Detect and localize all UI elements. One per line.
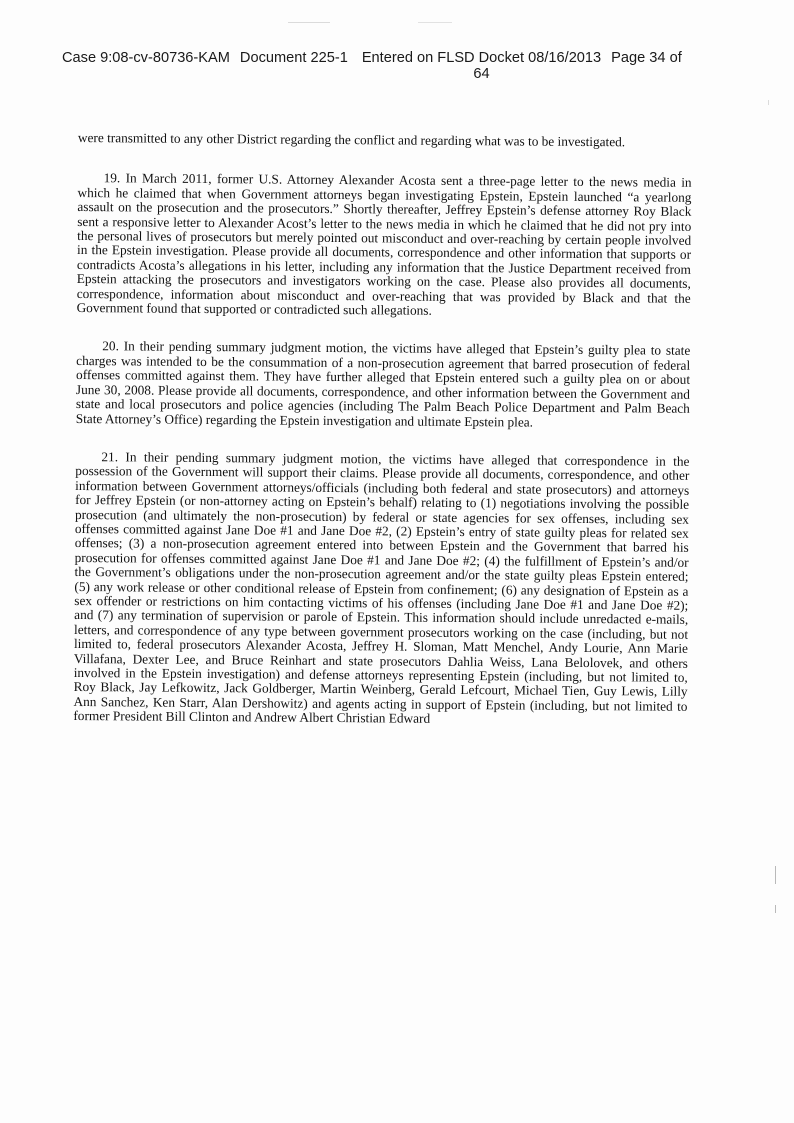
document-number: Document 225-1 [239, 50, 348, 66]
paragraph-continued: were transmitted to any other District regarding the conflict and regarding what was to be investigated. [77, 130, 626, 150]
scan-artifact [418, 22, 452, 23]
paragraph-20: 20. In their pending summary judgment motion, the victims have alleged that Epstein’s guilty plea to state charges was intended to be the consummation of a non-prosecution agreement that barred prosecution of federal offenses committed against them. They have further alleged that Epstein entered such a guilty plea on or about June 30, 2008. Please provide all documents, correspondence, and other information between the Government and state and local prosecutors and police agencies (including The Palm Beach Police Department and Palm Beach State Attorney’s Office) regarding the Epstein investigation and ultimate Epstein plea. [75, 338, 691, 430]
scan-artifact [775, 905, 776, 913]
docket-header [62, 50, 752, 82]
scan-artifact [768, 100, 769, 105]
case-number: Case 9:08-cv-80736-KAM [62, 50, 230, 66]
paragraph-21: 21. In their pending summary judgment motion, the victims have alleged that correspondence in the possession of the Government will support their claims. Please provide all documents, correspondence, and other information between Government attorneys/officials (including both federal and state prosecutors) and attorneys for Jeffrey Epstein (or non-attorney acting on Epstein’s behalf) relating to (1) negotiations involving the possible prosecution (and ultimately the non-prosecution) by federal or state agencies for sex offenses, including sex offenses committed against Jane Doe #1 and Jane Doe #2, (2) Epstein’s entry of state guilty pleas for related sex offenses; (3) a non-prosecution agreement entered into between Epstein and the Government that barred his prosecution for offenses committed against Jane Doe #1 and Jane Doe #2; (4) the fulfillment of Epstein’s and/or the Government’s obligations under the non-prosecution agreement and/or the state guilty pleas Epstein entered; (5) any work release or other conditional release of Epstein from confinement; (6) any designation of Epstein as a sex offender or restrictions on him contacting victims of his offenses (including Jane Doe #1 and Jane Doe #2); and (7) any termination of supervision or parole of Epstein. This information should include unredacted e-mails, letters, and correspondence of any type between government prosecutors working on the case (including, but not limited to, federal prosecutors Alexander Acosta, Jeffrey H. Sloman, Matt Menchel, Andy Lourie, Ann Marie Villafana, Dexter Lee, and Bruce Reinhart and state prosecutors Dahlia Weiss, Lana Belolovek, and others involved in the Epstein investigation) and defense attorneys representing Epstein (including, but not limited to, Roy Black, Jay Lefkowitz, Jack Goldberger, Martin Weinberg, Gerald Lefcourt, Michael Tien, Guy Lewis, Lilly Ann Sanchez, Ken Starr, Alan Dershowitz) and agents acting in support of Epstein (including, but not limited to former President Bill Clinton and Andrew Albert Christian Edward [73, 449, 690, 727]
paragraph-19: 19. In March 2011, former U.S. Attorney Alexander Acosta sent a three-page letter to the news media in which he claimed that when Government attorneys began investigating Epstein, Epstein launched “a yearlong assault on the prosecution and the prosecutors.” Shortly thereafter, Jeffrey Epstein’s defense attorney Roy Black sent a responsive letter to Alexander Acost’s letter to the news media in which he claimed that he did not pry into the personal lives of prosecutors but merely pointed out misconduct and over-reaching by certain people involved in the Epstein investigation. Please provide all documents, correspondence and other information that supports or contradicts Acosta’s allegations in his letter, including any information that the Justice Department received from Epstein attacking the prosecutors and investigators working on the case. Please also provides all documents, correspondence, information about misconduct and over-reaching that was provided by Black and that the Government found that supported or contradicted such allegations. [76, 170, 692, 318]
scan-artifact [775, 866, 776, 884]
docket-entry-date: Entered on FLSD Docket 08/16/2013 [361, 50, 602, 66]
docket-entry [362, 50, 601, 82]
page-total: 64 [473, 66, 490, 82]
document-body [73, 131, 692, 752]
page-number: Page 34 of [611, 50, 682, 66]
scan-artifact [288, 22, 330, 23]
